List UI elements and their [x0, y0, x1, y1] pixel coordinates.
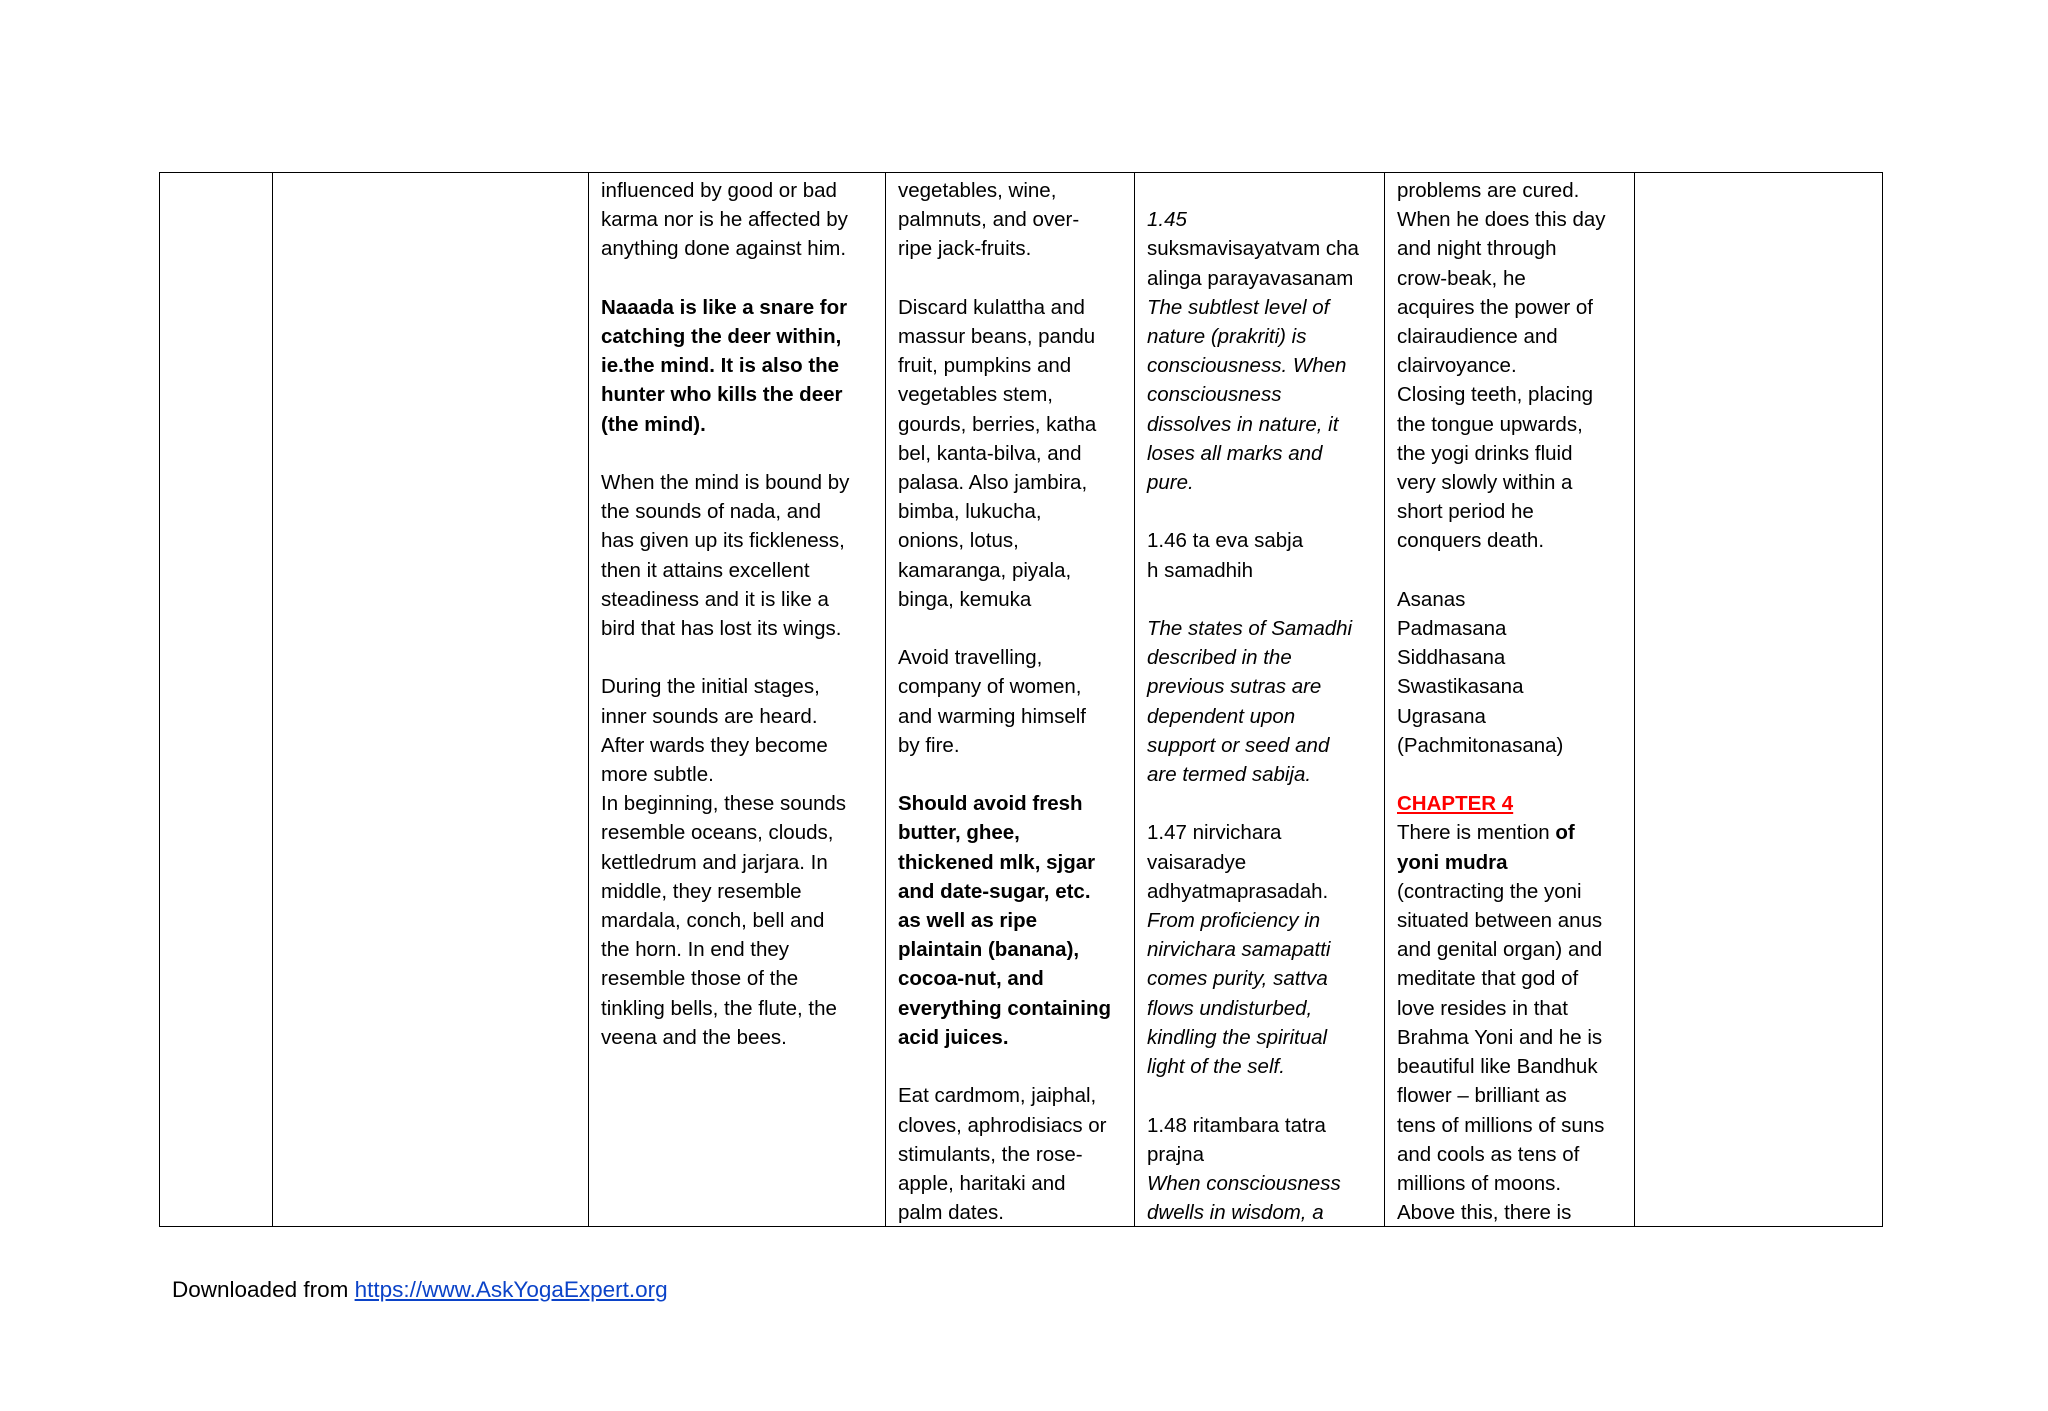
table-cell-line: palmnuts, and over-	[898, 208, 1080, 232]
table-cell-line	[601, 439, 875, 468]
table-cell-line: situated between anus	[1397, 909, 1603, 933]
table-cell-line: meditate that god of	[1397, 967, 1579, 991]
table-cell-line: light of the self.	[1147, 1055, 1285, 1079]
table-cell-line: 1.45	[1147, 208, 1187, 232]
table-cell-line: acid juices.	[898, 1025, 1009, 1049]
table-cell-line: The states of Samadhi	[1147, 617, 1353, 641]
table-cell-line: yoni mudra	[1397, 850, 1508, 874]
table-cell-line: kamaranga, piyala,	[898, 558, 1072, 582]
table-cell-line: conquers death.	[1397, 529, 1545, 553]
table-cell-line: beautiful like Bandhuk	[1397, 1055, 1598, 1079]
table-cell-line: kindling the spiritual	[1147, 1025, 1328, 1049]
table-cell-line: In beginning, these sounds	[601, 792, 847, 816]
table-cell-line: tinkling bells, the flute, the	[601, 996, 837, 1020]
table-cell-line: are termed sabija.	[1147, 763, 1312, 787]
table-cell-line: kettledrum and jarjara. In	[601, 850, 828, 874]
table-cell-line: clairaudience and	[1397, 325, 1558, 349]
table-cell-line: the horn. In end they	[601, 938, 790, 962]
table-column-1	[160, 173, 273, 1226]
table-cell-line: Discard kulattha and	[898, 295, 1085, 319]
table-cell-line: catching the deer within,	[601, 325, 842, 349]
table-cell-line: Avoid travelling,	[898, 646, 1043, 670]
table-cell-line: Siddhasana	[1397, 646, 1506, 670]
table-cell-line: When consciousness	[1147, 1171, 1341, 1195]
table-cell-line: inner sounds are heard.	[601, 704, 818, 728]
table-cell-line: Closing teeth, placing	[1397, 383, 1594, 407]
table-cell-line: 1.46 ta eva sabja	[1147, 529, 1304, 553]
table-cell-line: Eat cardmom, jaiphal,	[898, 1084, 1097, 1108]
download-footer	[172, 1277, 668, 1303]
table-cell-line: love resides in that	[1397, 996, 1568, 1020]
table-cell-line: and warming himself	[898, 704, 1086, 728]
table-cell-line: veena and the bees.	[601, 1025, 787, 1049]
table-cell-line: From proficiency in	[1147, 909, 1321, 933]
table-cell-line: middle, they resemble	[601, 879, 802, 903]
table-cell-line	[898, 760, 1124, 789]
table-cell-line: alinga parayavasanam	[1147, 266, 1354, 290]
table-cell-line	[898, 614, 1124, 643]
table-cell-line: h samadhih	[1147, 558, 1253, 582]
table-cell-line: company of women,	[898, 675, 1082, 699]
table-cell-line: onions, lotus,	[898, 529, 1019, 553]
table-cell-line: 1.48 ritambara tatra	[1147, 1113, 1326, 1137]
table-cell-line: massur beans, pandu	[898, 325, 1096, 349]
table-cell-line: comes purity, sattva	[1147, 967, 1328, 991]
table-cell-line: gourds, berries, katha	[898, 412, 1097, 436]
table-cell-line: the yogi drinks fluid	[1397, 441, 1573, 465]
table-cell-line: nature (prakriti) is	[1147, 325, 1307, 349]
table-cell-line: flows undisturbed,	[1147, 996, 1313, 1020]
table-column-nada	[589, 173, 886, 1226]
table-cell-line: apple, haritaki and	[898, 1171, 1066, 1195]
table-cell-line: prajna	[1147, 1142, 1204, 1166]
table-cell-line: anything done against him.	[601, 237, 847, 261]
table-cell-line: When the mind is bound by	[601, 471, 850, 495]
table-cell-line	[898, 264, 1124, 293]
table-cell-line	[601, 643, 875, 672]
table-cell-line: dwells in wisdom, a	[1147, 1201, 1324, 1225]
table-cell-line: karma nor is he affected by	[601, 208, 848, 232]
table-column-asanas	[1385, 173, 1635, 1226]
table-cell-line: There is mention of	[1397, 821, 1575, 845]
table-cell-line: consciousness	[1147, 383, 1282, 407]
table-cell-line: consciousness. When	[1147, 354, 1347, 378]
source-link[interactable]: https://www.AskYogaExpert.org	[354, 1277, 668, 1302]
table-cell-line: and night through	[1397, 237, 1557, 261]
table-cell-line: Should avoid fresh	[898, 792, 1083, 816]
table-cell-line: dissolves in nature, it	[1147, 412, 1339, 436]
table-column-7	[1635, 173, 1882, 1226]
table-cell-line	[1147, 585, 1374, 614]
table-cell-line: tens of millions of suns	[1397, 1113, 1605, 1137]
table-cell-line: support or seed and	[1147, 733, 1330, 757]
table-cell-line: 1.47 nirvichara	[1147, 821, 1282, 845]
table-cell-line: dependent upon	[1147, 704, 1296, 728]
table-cell-line: bimba, lukucha,	[898, 500, 1042, 524]
table-cell-line: loses all marks and	[1147, 441, 1323, 465]
table-cell-line: as well as ripe	[898, 909, 1038, 933]
table-cell-line: adhyatmaprasadah.	[1147, 879, 1329, 903]
table-cell-line: by fire.	[898, 733, 960, 757]
table-cell-line: ripe jack-fruits.	[898, 237, 1032, 261]
table-cell-line: Padmasana	[1397, 617, 1507, 641]
table-cell-line	[1397, 760, 1624, 789]
table-cell-line: bel, kanta-bilva, and	[898, 441, 1082, 465]
table-cell-line: short period he	[1397, 500, 1534, 524]
table-cell-line: (Pachmitonasana)	[1397, 733, 1564, 757]
table-cell-line: During the initial stages,	[601, 675, 820, 699]
table-cell-line: flower – brilliant as	[1397, 1084, 1567, 1108]
table-column-diet	[886, 173, 1135, 1226]
table-cell-line: problems are cured.	[1397, 179, 1580, 202]
table-cell-line: and date-sugar, etc.	[898, 879, 1091, 903]
table-cell-line	[601, 264, 875, 293]
table-cell-line: (contracting the yoni	[1397, 879, 1582, 903]
table-cell-line	[1147, 1081, 1374, 1110]
table-cell-line: and cools as tens of	[1397, 1142, 1580, 1166]
table-cell-line: more subtle.	[601, 763, 714, 787]
table-cell-line	[1147, 176, 1374, 205]
table-cell-line: Asanas	[1397, 587, 1466, 611]
table-cell-line: described in the	[1147, 646, 1292, 670]
table-cell-line: previous sutras are	[1147, 675, 1322, 699]
table-cell-line	[1397, 556, 1624, 585]
table-column-sutras	[1135, 173, 1385, 1226]
table-cell-line: thickened mlk, sjgar	[898, 850, 1096, 874]
table-cell-line: bird that has lost its wings.	[601, 617, 842, 641]
table-cell-line: millions of moons.	[1397, 1171, 1562, 1195]
table-cell-line	[898, 1052, 1124, 1081]
table-cell-line: the tongue upwards,	[1397, 412, 1583, 436]
table-cell-line: mardala, conch, bell and	[601, 909, 825, 933]
table-cell-line: the sounds of nada, and	[601, 500, 821, 524]
table-cell-line: crow-beak, he	[1397, 266, 1526, 290]
table-cell-line: clairvoyance.	[1397, 354, 1517, 378]
table-cell-line: vaisaradye	[1147, 850, 1247, 874]
table-cell-line: cocoa-nut, and	[898, 967, 1044, 991]
table-cell-line: suksmavisayatvam cha	[1147, 237, 1359, 261]
table-cell-line: Brahma Yoni and he is	[1397, 1025, 1603, 1049]
table-cell-line: After wards they become	[601, 733, 828, 757]
table-cell-line: (the mind).	[601, 412, 706, 436]
table-cell-line: palm dates.	[898, 1201, 1004, 1225]
table-cell-line: Swastikasana	[1397, 675, 1524, 699]
table-cell-line: Naaada is like a snare for	[601, 295, 848, 319]
table-cell-line: Above this, there is	[1397, 1201, 1572, 1225]
table-cell-line: fruit, pumpkins and	[898, 354, 1072, 378]
table-cell-line: ie.the mind. It is also the	[601, 354, 840, 378]
table-cell-line	[1147, 789, 1374, 818]
content-table	[159, 172, 1883, 1227]
table-cell-line: resemble oceans, clouds,	[601, 821, 834, 845]
table-cell-line: resemble those of the	[601, 967, 799, 991]
table-cell-line: The subtlest level of	[1147, 295, 1330, 319]
table-cell-line: acquires the power of	[1397, 295, 1594, 319]
table-cell-line: stimulants, the rose-	[898, 1142, 1083, 1166]
table-cell-line: butter, ghee,	[898, 821, 1020, 845]
table-cell-line: has given up its fickleness,	[601, 529, 845, 553]
table-column-2	[273, 173, 589, 1226]
table-cell-line: plaintain (banana),	[898, 938, 1080, 962]
table-cell-line: When he does this day	[1397, 208, 1606, 232]
table-cell-line: everything containing	[898, 996, 1111, 1020]
table-cell-line: cloves, aphrodisiacs or	[898, 1113, 1107, 1137]
table-cell-line: CHAPTER 4	[1397, 792, 1514, 816]
table-cell-line: very slowly within a	[1397, 471, 1573, 495]
table-cell-line: steadiness and it is like a	[601, 587, 829, 611]
table-cell-line: vegetables, wine,	[898, 179, 1057, 202]
table-cell-line: influenced by good or bad	[601, 179, 837, 202]
table-cell-line: binga, kemuka	[898, 587, 1032, 611]
footer-prefix: Downloaded from	[172, 1277, 355, 1302]
table-cell-line: Ugrasana	[1397, 704, 1486, 728]
table-cell-line: pure.	[1147, 471, 1194, 495]
table-cell-line: then it attains excellent	[601, 558, 810, 582]
table-cell-line: nirvichara samapatti	[1147, 938, 1331, 962]
table-cell-line: hunter who kills the deer	[601, 383, 843, 407]
table-cell-line: and genital organ) and	[1397, 938, 1603, 962]
table-cell-line	[1147, 497, 1374, 526]
table-cell-line: palasa. Also jambira,	[898, 471, 1088, 495]
table-cell-line: vegetables stem,	[898, 383, 1053, 407]
